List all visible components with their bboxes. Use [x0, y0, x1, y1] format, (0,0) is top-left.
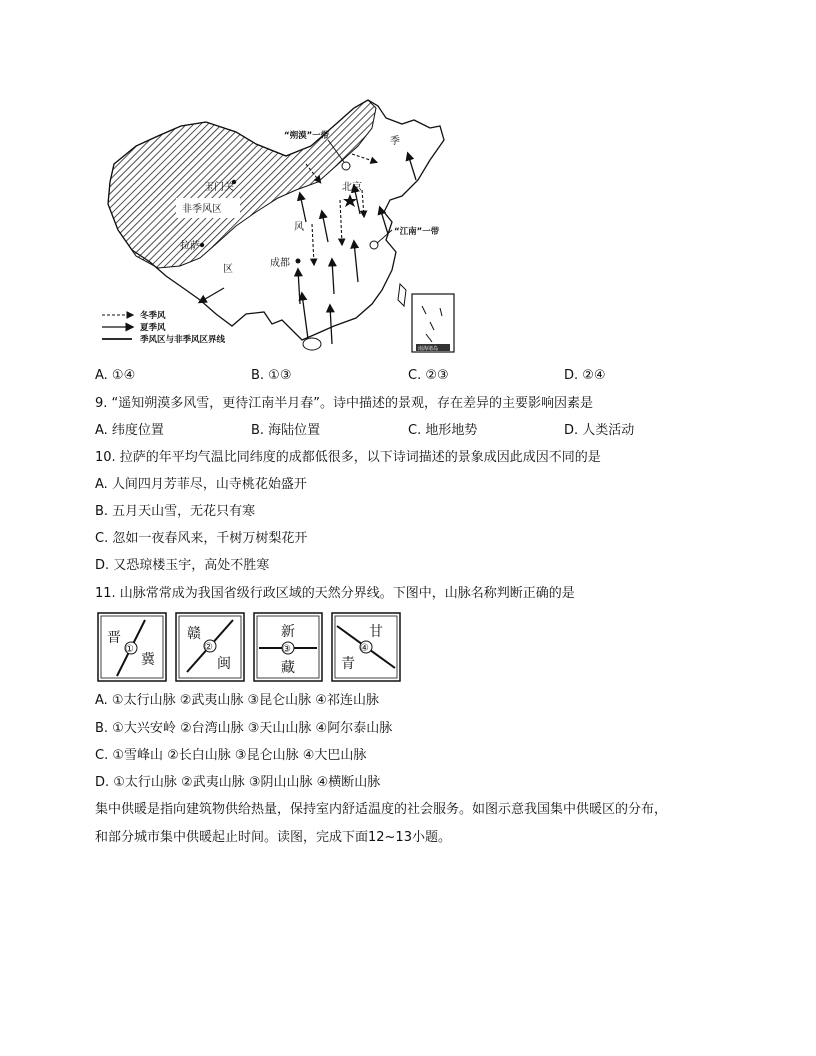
svg-text:青: 青: [341, 656, 355, 672]
mountain-box-4: [332, 613, 400, 681]
svg-text:北京: 北京: [342, 182, 362, 193]
q11-stem: 11. 山脉常常成为我国省级行政区域的天然分界线。下图中，山脉名称判断正确的是: [95, 586, 575, 601]
q8-option-c: C. ②③: [408, 368, 449, 383]
svg-text:甘: 甘: [369, 624, 383, 640]
south-sea-inset: [412, 294, 454, 352]
mountain-box-3: [254, 613, 322, 681]
svg-text:冀: 冀: [141, 652, 155, 668]
mountain-box-1: [98, 613, 166, 681]
svg-text:成都: 成都: [270, 258, 290, 269]
svg-text:季: 季: [390, 136, 400, 147]
q9-stem: 9. “遥知朔漠多风雪，更待江南半月春”。诗中描述的景观，存在差异的主要影响因素是: [95, 396, 594, 411]
intro-line-2: 和部分城市集中供暖起止时间。读图，完成下面12~13小题。: [95, 830, 451, 845]
q11-option-a: A. ①太行山脉 ②武夷山脉 ③昆仑山脉 ④祁连山脉: [95, 693, 379, 708]
svg-text:玉门关: 玉门关: [204, 182, 234, 193]
q10-option-b: B. 五月天山雪，无花只有寒: [95, 504, 256, 519]
map-legend: [102, 310, 226, 345]
svg-text:藏: 藏: [281, 660, 295, 676]
q9-option-d: D. 人类活动: [564, 423, 635, 438]
svg-text:“江南”一带: “江南”一带: [394, 227, 440, 237]
svg-text:区: 区: [223, 264, 233, 275]
svg-text:④: ④: [360, 643, 369, 654]
svg-text:赣: 赣: [187, 626, 201, 642]
svg-text:风: 风: [294, 222, 304, 233]
q10-option-d: D. 又恐琼楼玉宇，高处不胜寒: [95, 558, 270, 573]
mountain-boxes-figure: [97, 612, 407, 684]
q8-option-a: A. ①④: [95, 368, 136, 383]
svg-text:非季风区: 非季风区: [182, 204, 222, 215]
q10-option-a: A. 人间四月芳菲尽，山寺桃花始盛开: [95, 477, 307, 492]
q9-option-b: B. 海陆位置: [251, 423, 321, 438]
svg-text:季风区与非季风区界线: 季风区与非季风区界线: [140, 335, 226, 345]
monsoon-map: [96, 94, 461, 359]
q11-option-c: C. ①雪峰山 ②长白山脉 ③昆仑山脉 ④大巴山脉: [95, 748, 367, 763]
mountain-box-2: [176, 613, 244, 681]
q9-option-c: C. 地形地势: [408, 423, 478, 438]
svg-text:冬季风: 冬季风: [140, 311, 166, 321]
q9-option-a: A. 纬度位置: [95, 423, 164, 438]
svg-text:南海诸岛: 南海诸岛: [418, 346, 439, 352]
q8-option-b: B. ①③: [251, 368, 292, 383]
svg-text:②: ②: [204, 642, 213, 653]
svg-text:“朔漠”一带: “朔漠”一带: [284, 131, 330, 141]
svg-text:晋: 晋: [107, 630, 121, 646]
svg-text:拉萨: 拉萨: [180, 241, 200, 252]
svg-text:夏季风: 夏季风: [140, 323, 166, 333]
intro-line-1: 集中供暖是指向建筑物供给热量，保持室内舒适温度的社会服务。如图示意我国集中供暖区的分布，: [95, 802, 668, 817]
q10-stem: 10. 拉萨的年平均气温比同纬度的成都低很多，以下诗词描述的景象成因此成因不同的是: [95, 450, 601, 465]
q11-option-b: B. ①大兴安岭 ②台湾山脉 ③天山山脉 ④阿尔泰山脉: [95, 721, 393, 736]
svg-text:闽: 闽: [217, 656, 231, 672]
q8-option-d: D. ②④: [564, 368, 606, 383]
svg-text:③: ③: [282, 644, 291, 655]
q11-option-d: D. ①太行山脉 ②武夷山脉 ③阴山山脉 ④横断山脉: [95, 775, 381, 790]
svg-text:①: ①: [125, 644, 134, 655]
svg-text:新: 新: [281, 624, 295, 640]
q10-option-c: C. 忽如一夜春风来，千树万树梨花开: [95, 531, 308, 546]
